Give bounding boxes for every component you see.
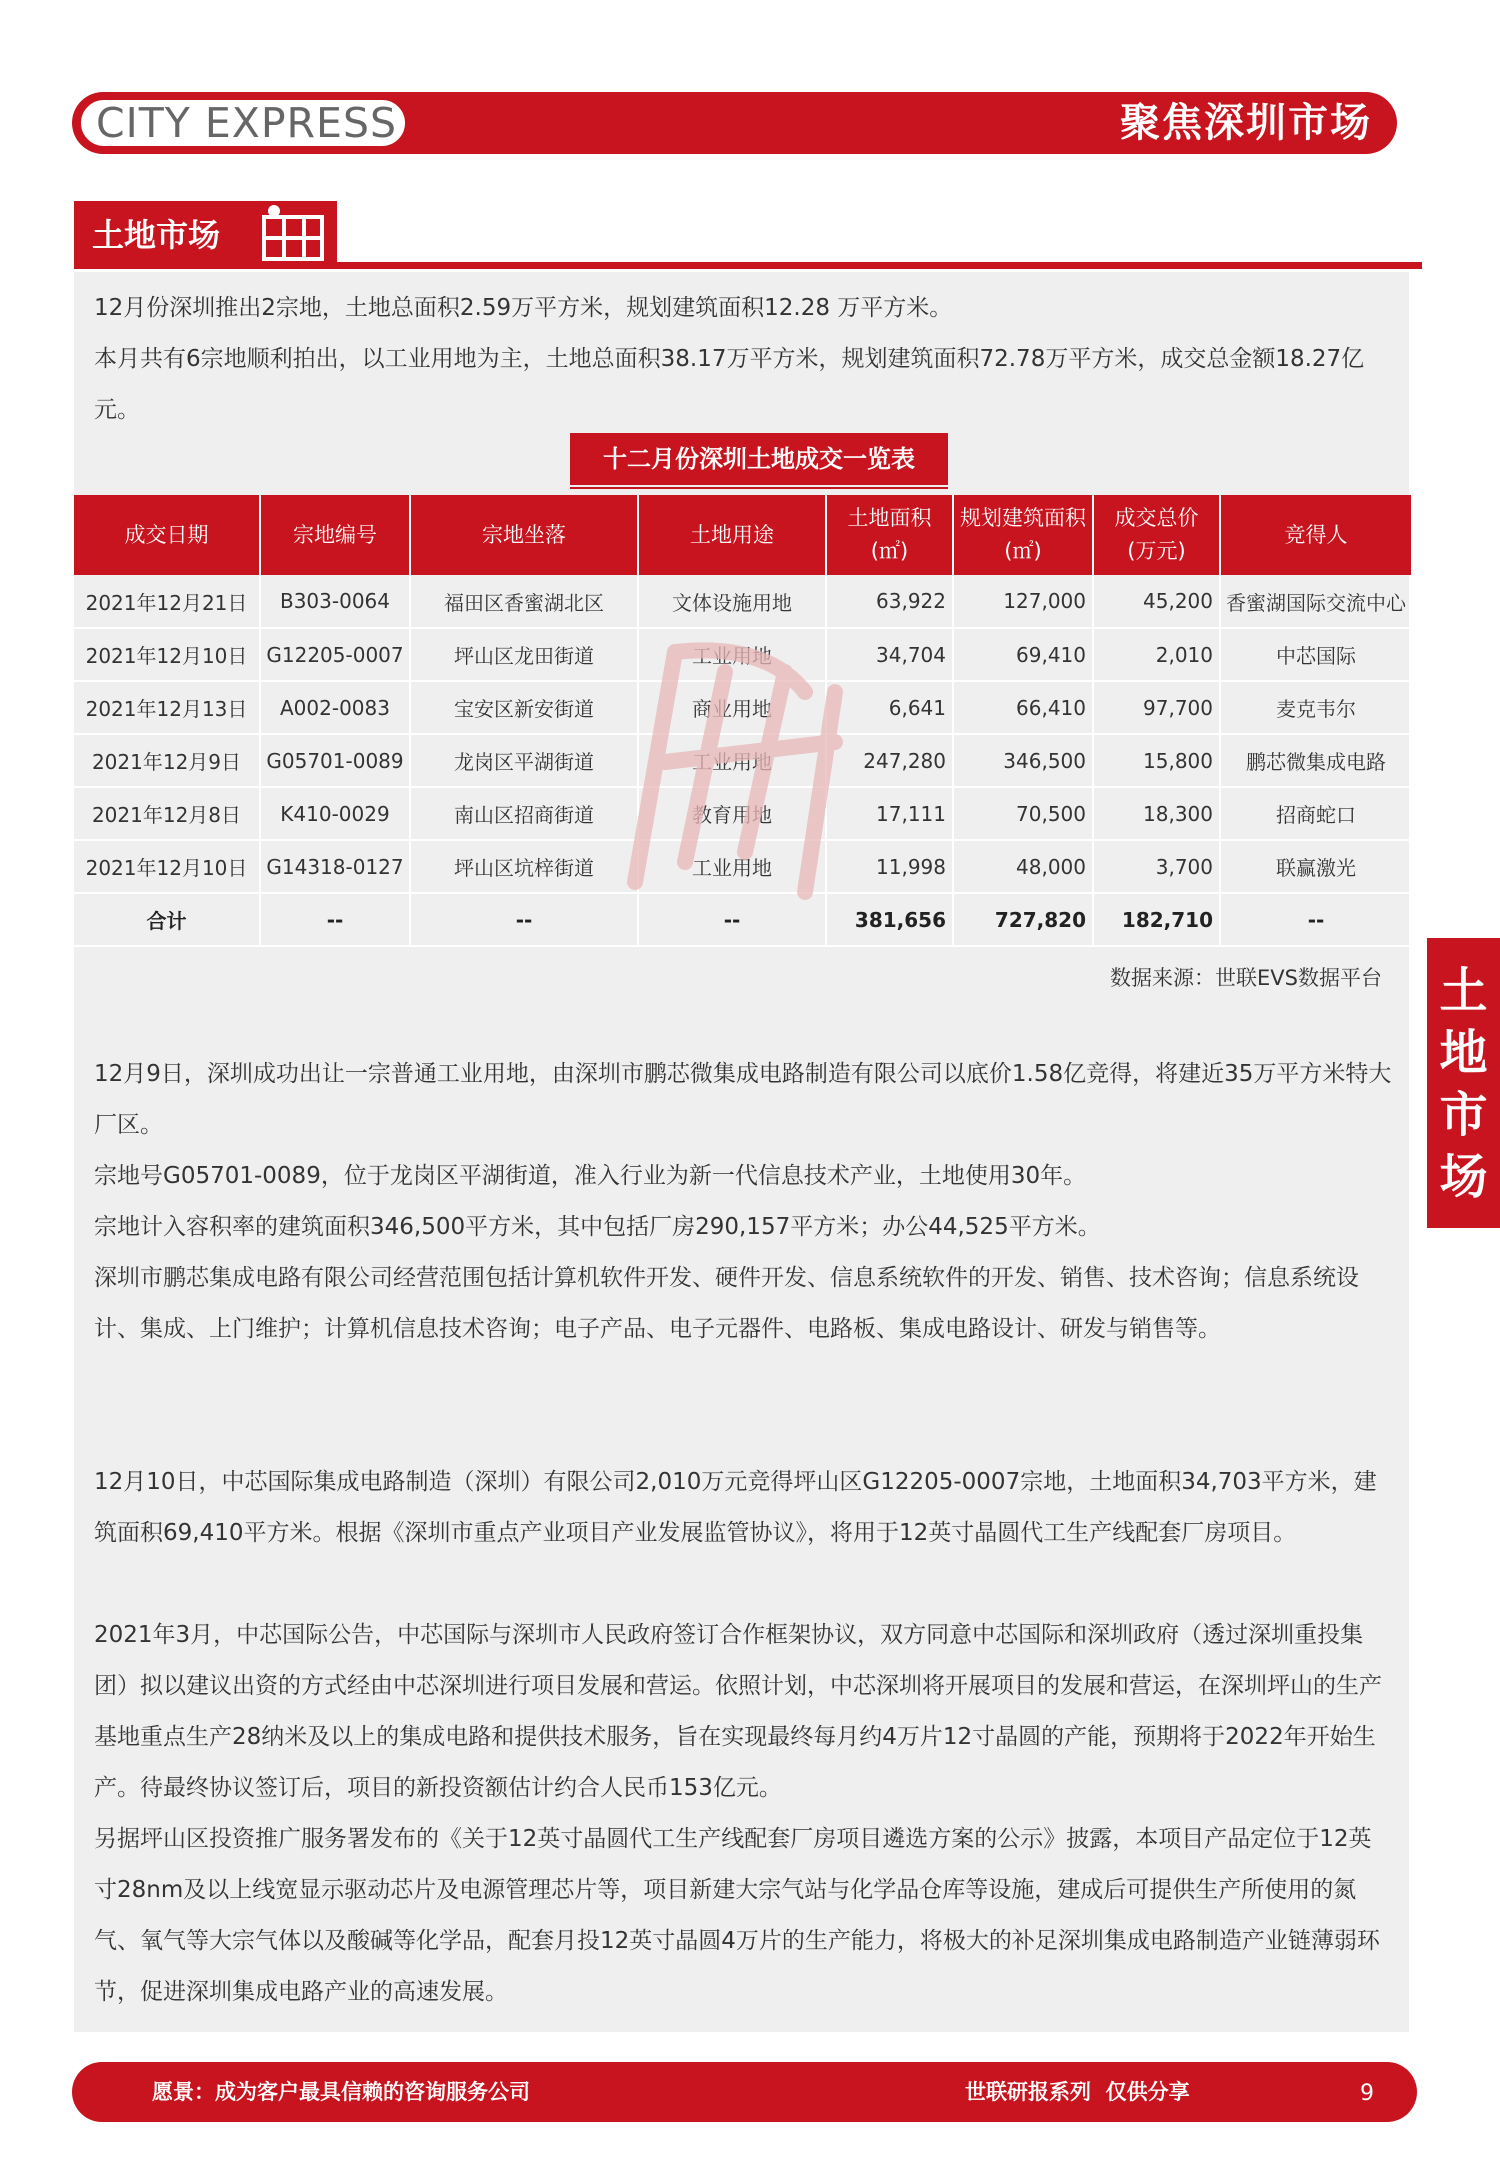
intro-paragraph-1: 12月份深圳推出2宗地，土地总面积2.59万平方米，规划建筑面积12.28 万平方米。 bbox=[94, 295, 953, 321]
table-cell: G14318-0127 bbox=[260, 840, 410, 893]
table-cell: 2021年12月9日 bbox=[74, 734, 260, 787]
land-deal-table bbox=[74, 495, 1411, 947]
table-cell: 3,700 bbox=[1093, 840, 1220, 893]
table-cell: 97,700 bbox=[1093, 681, 1220, 734]
table-row bbox=[74, 628, 1411, 681]
body-paragraph-3: 宗地计入容积率的建筑面积346,500平方米，其中包括厂房290,157平方米；办公44,525平方米。 bbox=[94, 1214, 1101, 1240]
page-number: 9 bbox=[1360, 2081, 1374, 2106]
table-cell: 727,820 bbox=[953, 893, 1093, 946]
table-cell: 工业用地 bbox=[638, 628, 826, 681]
body-paragraph-5: 12月10日，中芯国际集成电路制造（深圳）有限公司2,010万元竞得坪山区G12205-0007宗地，土地面积34,703平方米，建筑面积69,410平方米。根据《深圳市重点产业项目产业发展监管协议》，将用于12英寸晶圆代工生产线配套厂房项目。 bbox=[94, 1469, 1377, 1546]
table-cell: 34,704 bbox=[826, 628, 953, 681]
footer-series: 世联研报系列 仅供分享 bbox=[965, 2080, 1190, 2104]
body-paragraph-2: 宗地号G05701-0089，位于龙岗区平湖街道，准入行业为新一代信息技术产业，土地使用30年。 bbox=[94, 1163, 1087, 1189]
table-cell: 182,710 bbox=[1093, 893, 1220, 946]
table-cell: 坪山区龙田街道 bbox=[410, 628, 638, 681]
table-cell: 联赢激光 bbox=[1220, 840, 1411, 893]
header-cell: 成交总价 (万元) bbox=[1093, 495, 1220, 575]
table-cell: -- bbox=[638, 893, 826, 946]
table-cell: 11,998 bbox=[826, 840, 953, 893]
table-cell: 坪山区坑梓街道 bbox=[410, 840, 638, 893]
table-cell: 346,500 bbox=[953, 734, 1093, 787]
header-cell: 宗地编号 bbox=[260, 495, 410, 575]
body-paragraph-6: 2021年3月，中芯国际公告，中芯国际与深圳市人民政府签订合作框架协议，双方同意中芯国际和深圳政府（透过深圳重投集团）拟以建议出资的方式经由中芯深圳进行项目发展和营运。依照计划，中芯深圳将开展项目的发展和营运，在深圳坪山的生产基地重点生产28纳米及以上的集成电路和提供技术服务，旨在实现最终每月约4万片12寸晶圆的产能，预期将于2022年开始生产。待最终协议签订后，项目的新投资额估计约合人民币153亿元。 bbox=[94, 1622, 1382, 1801]
header-cell: 成交日期 bbox=[74, 495, 260, 575]
header-cell: 宗地坐落 bbox=[410, 495, 638, 575]
table-cell: 247,280 bbox=[826, 734, 953, 787]
table-cell: -- bbox=[260, 893, 410, 946]
table-cell: 381,656 bbox=[826, 893, 953, 946]
header-title: 聚焦深圳市场 bbox=[1120, 100, 1372, 146]
table-cell: 中芯国际 bbox=[1220, 628, 1411, 681]
table-cell: 17,111 bbox=[826, 787, 953, 840]
table-cell: 48,000 bbox=[953, 840, 1093, 893]
table-row bbox=[74, 681, 1411, 734]
table-cell: 福田区香蜜湖北区 bbox=[410, 575, 638, 628]
table-cell: K410-0029 bbox=[260, 787, 410, 840]
table-cell: 63,922 bbox=[826, 575, 953, 628]
table-cell: -- bbox=[410, 893, 638, 946]
header-cell: 土地面积 (㎡) bbox=[826, 495, 953, 575]
side-tab-label: 土地市场 bbox=[1439, 963, 1488, 1205]
section-title: 土地市场 bbox=[92, 216, 221, 254]
table-cell: 2021年12月8日 bbox=[74, 787, 260, 840]
table-cell: 麦克韦尔 bbox=[1220, 681, 1411, 734]
header-cell: 规划建筑面积 (㎡) bbox=[953, 495, 1093, 575]
section-rule bbox=[74, 262, 1422, 269]
table-cell: 70,500 bbox=[953, 787, 1093, 840]
table-body bbox=[74, 575, 1411, 946]
table-cell: 招商蛇口 bbox=[1220, 787, 1411, 840]
table-cell: 宝安区新安街道 bbox=[410, 681, 638, 734]
table-row bbox=[74, 575, 1411, 628]
table-cell: 18,300 bbox=[1093, 787, 1220, 840]
table-cell: 66,410 bbox=[953, 681, 1093, 734]
table-cell: B303-0064 bbox=[260, 575, 410, 628]
table-cell: -- bbox=[1220, 893, 1411, 946]
brand-logo: CITY EXPRESS bbox=[96, 99, 398, 147]
table-cell: 龙岗区平湖街道 bbox=[410, 734, 638, 787]
table-cell: 鹏芯微集成电路 bbox=[1220, 734, 1411, 787]
table-cell: 69,410 bbox=[953, 628, 1093, 681]
table-cell: 南山区招商街道 bbox=[410, 787, 638, 840]
table-cell: 15,800 bbox=[1093, 734, 1220, 787]
table-cell: G05701-0089 bbox=[260, 734, 410, 787]
table-cell: 2,010 bbox=[1093, 628, 1220, 681]
table-header-row bbox=[74, 495, 1411, 575]
table-cell: 教育用地 bbox=[638, 787, 826, 840]
table-row bbox=[74, 787, 1411, 840]
table-cell: 合计 bbox=[74, 893, 260, 946]
body-paragraph-7: 另据坪山区投资推广服务署发布的《关于12英寸晶圆代工生产线配套厂房项目遴选方案的公示》披露，本项目产品定位于12英寸28nm及以上线宽显示驱动芯片及电源管理芯片等，项目新建大宗气站与化学品仓库等设施，建成后可提供生产所使用的氮气、氧气等大宗气体以及酸碱等化学品，配套月投12英寸晶圆4万片的生产能力，将极大的补足深圳集成电路制造产业链薄弱环节，促进深圳集成电路产业的高速发展。 bbox=[94, 1826, 1380, 2005]
table-cell: 2021年12月10日 bbox=[74, 840, 260, 893]
table-cell: 2021年12月10日 bbox=[74, 628, 260, 681]
table-cell: 工业用地 bbox=[638, 840, 826, 893]
table-cell: A002-0083 bbox=[260, 681, 410, 734]
table-cell: 香蜜湖国际交流中心 bbox=[1220, 575, 1411, 628]
header-cell: 土地用途 bbox=[638, 495, 826, 575]
table-cell: 6,641 bbox=[826, 681, 953, 734]
footer-vision: 愿景：成为客户最具信赖的咨询服务公司 bbox=[152, 2080, 530, 2104]
table-title: 十二月份深圳土地成交一览表 bbox=[570, 433, 948, 485]
table-row bbox=[74, 840, 1411, 893]
table-cell: 2021年12月13日 bbox=[74, 681, 260, 734]
table-cell: 127,000 bbox=[953, 575, 1093, 628]
body-paragraph-1: 12月9日，深圳成功出让一宗普通工业用地，由深圳市鹏芯微集成电路制造有限公司以底价1.58亿竞得，将建近35万平方米特大厂区。 bbox=[94, 1061, 1392, 1138]
table-cell: G12205-0007 bbox=[260, 628, 410, 681]
table-row bbox=[74, 734, 1411, 787]
table-cell: 商业用地 bbox=[638, 681, 826, 734]
body-paragraph-4: 深圳市鹏芯集成电路有限公司经营范围包括计算机软件开发、硬件开发、信息系统软件的开发、销售、技术咨询；信息系统设计、集成、上门维护；计算机信息技术咨询；电子产品、电子元器件、电路板、集成电路设计、研发与销售等。 bbox=[94, 1265, 1359, 1342]
data-source: 数据来源：世联EVS数据平台 bbox=[1110, 966, 1382, 990]
building-icon bbox=[260, 203, 326, 263]
table-cell: 工业用地 bbox=[638, 734, 826, 787]
table-total-row bbox=[74, 893, 1411, 946]
header-cell: 竞得人 bbox=[1220, 495, 1411, 575]
table-cell: 2021年12月21日 bbox=[74, 575, 260, 628]
table-cell: 45,200 bbox=[1093, 575, 1220, 628]
intro-paragraph-2: 本月共有6宗地顺利拍出，以工业用地为主，土地总面积38.17万平方米，规划建筑面积72.78万平方米，成交总金额18.27亿元。 bbox=[94, 346, 1365, 423]
table-cell: 文体设施用地 bbox=[638, 575, 826, 628]
